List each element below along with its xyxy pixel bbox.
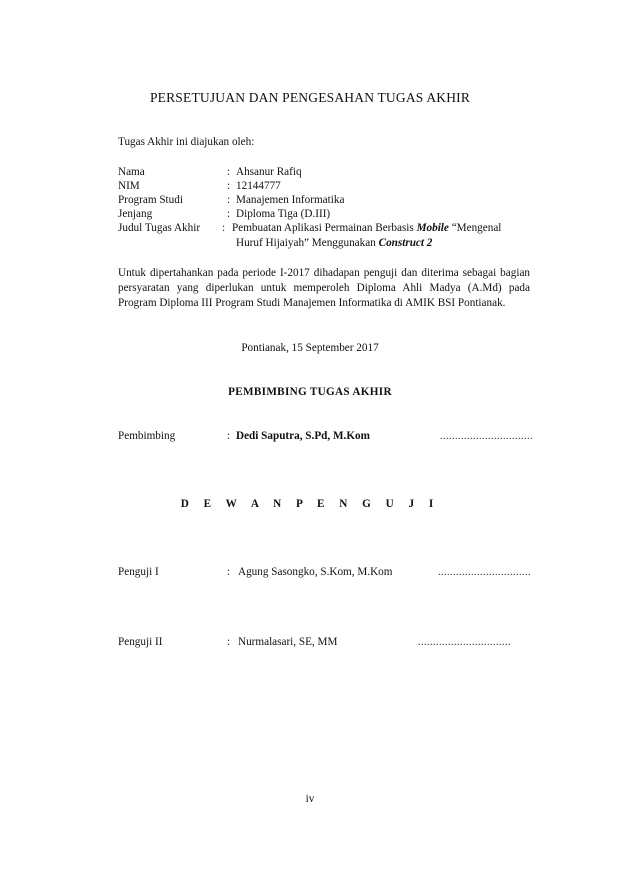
page-title: PERSETUJUAN DAN PENGESAHAN TUGAS AKHIR bbox=[149, 90, 471, 105]
field-label-judul: Judul Tugas Akhir bbox=[118, 222, 201, 234]
field-sep: : bbox=[227, 180, 231, 192]
penguji-label: Penguji II bbox=[118, 636, 163, 648]
pembimbing-heading: PEMBIMBING TUGAS AKHIR bbox=[228, 386, 392, 398]
field-sep: : bbox=[227, 208, 231, 220]
field-value-judul-line2 bbox=[236, 237, 432, 249]
field-label-nim: NIM bbox=[118, 180, 140, 192]
field-value-judul-line1 bbox=[232, 222, 501, 234]
field-sep: : bbox=[227, 636, 231, 648]
judul-text: Huruf Hijaiyah” Menggunakan bbox=[236, 237, 379, 249]
field-sep: : bbox=[222, 222, 226, 234]
intro-text: Tugas Akhir ini diajukan oleh: bbox=[118, 136, 255, 148]
judul-emphasis: Mobile bbox=[416, 222, 449, 234]
judul-text: Pembuatan Aplikasi Permainan Berbasis bbox=[232, 222, 417, 234]
field-label-nama: Nama bbox=[118, 166, 145, 178]
judul-emphasis: Construct 2 bbox=[378, 237, 433, 249]
place-date: Pontianak, 15 September 2017 bbox=[241, 342, 379, 354]
field-value-prodi: Manajemen Informatika bbox=[236, 194, 345, 206]
field-label-jenjang: Jenjang bbox=[118, 208, 153, 220]
penguji-name: Nurmalasari, SE, MM bbox=[238, 636, 338, 648]
field-value-nim: 12144777 bbox=[236, 180, 281, 192]
field-sep: : bbox=[227, 166, 231, 178]
signature-line: ............................... bbox=[418, 637, 511, 648]
field-sep: : bbox=[227, 430, 231, 442]
field-value-jenjang: Diploma Tiga (D.III) bbox=[236, 208, 331, 220]
signature-line: ............................... bbox=[438, 567, 531, 578]
penguji-name: Agung Sasongko, S.Kom, M.Kom bbox=[238, 566, 393, 578]
pembimbing-label: Pembimbing bbox=[118, 430, 176, 442]
penguji-label: Penguji I bbox=[118, 566, 159, 578]
field-sep: : bbox=[227, 194, 231, 206]
field-label-prodi: Program Studi bbox=[118, 194, 183, 206]
field-value-nama: Ahsanur Rafiq bbox=[236, 166, 302, 178]
pembimbing-name: Dedi Saputra, S.Pd, M.Kom bbox=[236, 430, 370, 442]
page-number: iv bbox=[305, 793, 315, 805]
judul-text: “Mengenal bbox=[448, 222, 502, 234]
body-paragraph: Untuk dipertahankan pada periode I-2017 dihadapan penguji dan diterima sebagai bagian persyaratan yang diperlukan untuk memperoleh Diploma Ahli Madya (A.Md) pada Program Diploma III Program Studi Manajemen Informatika di AMIK BSI Pontianak. bbox=[118, 267, 530, 309]
dewan-heading: D E W A N P E N G U J I bbox=[180, 498, 440, 510]
signature-line: ............................... bbox=[440, 431, 533, 442]
field-sep: : bbox=[227, 566, 231, 578]
